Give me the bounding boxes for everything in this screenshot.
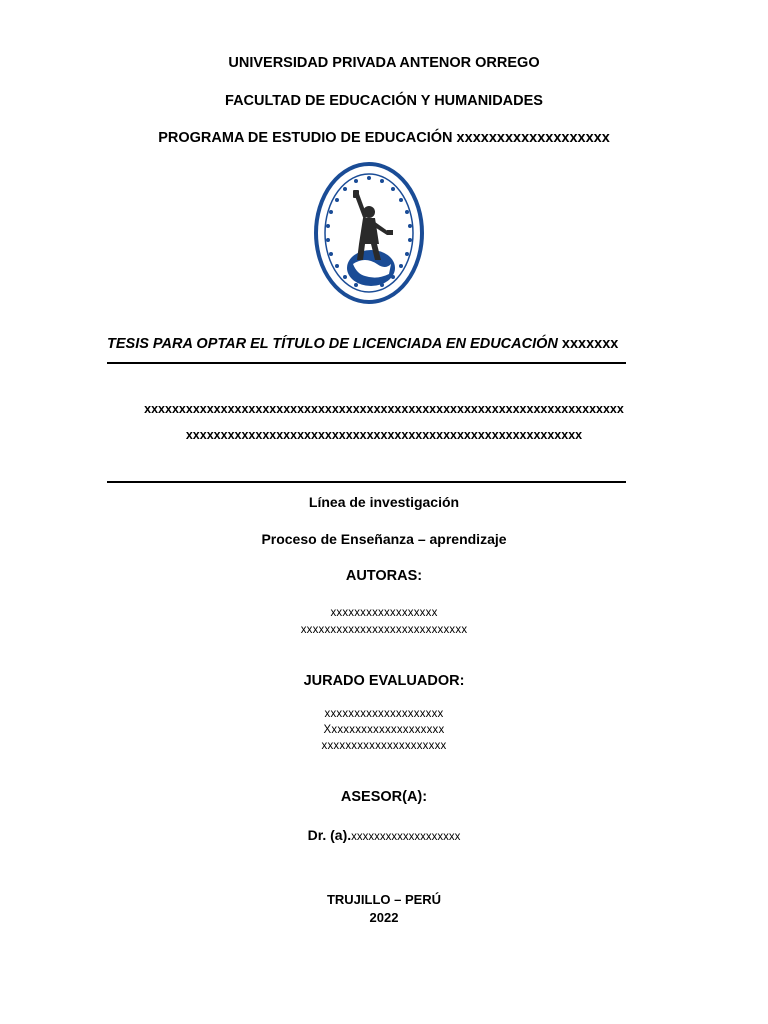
- year: 2022: [369, 910, 399, 925]
- university-seal-icon: [313, 160, 425, 306]
- authors-label: AUTORAS:: [345, 568, 423, 584]
- thesis-title: [107, 336, 618, 352]
- jury-member: xxxxxxxxxxxxxxxxxxxx: [324, 708, 444, 720]
- advisor-title: Dr. (a).: [307, 827, 352, 843]
- program-name: PROGRAMA DE ESTUDIO DE EDUCACIÓN xxxxxxxxxxxxxxxxxxx: [158, 130, 610, 146]
- thesis-placeholder-2: xxxxxxxxxxxxxxxxxxxxxxxxxxxxxxxxxxxxxxxxxxxxxxxxxxxxxxxxx: [185, 428, 583, 442]
- advisor-name: [0, 827, 768, 843]
- research-line-value: Proceso de Enseñanza – aprendizaje: [261, 531, 507, 547]
- advisor-label: ASESOR(A):: [340, 789, 428, 805]
- divider-top: [107, 362, 626, 364]
- research-line-label: Línea de investigación: [308, 494, 460, 510]
- city-country: TRUJILLO – PERÚ: [326, 892, 442, 907]
- jury-member: xxxxxxxxxxxxxxxxxxxxx: [321, 740, 447, 752]
- university-name: UNIVERSIDAD PRIVADA ANTENOR ORREGO: [228, 55, 540, 71]
- jury-label: JURADO EVALUADOR:: [303, 673, 465, 689]
- advisor-name-text: xxxxxxxxxxxxxxxxxxx: [351, 831, 461, 843]
- thesis-title-suffix: xxxxxxx: [557, 336, 619, 352]
- thesis-title-text: TESIS PARA OPTAR EL TÍTULO DE LICENCIADA EN EDUCACIÓN: [107, 336, 558, 352]
- divider-bottom: [107, 481, 626, 483]
- author-name: xxxxxxxxxxxxxxxxxxxxxxxxxxxx: [300, 624, 468, 636]
- author-name: xxxxxxxxxxxxxxxxxx: [330, 607, 438, 619]
- thesis-placeholder-1: xxxxxxxxxxxxxxxxxxxxxxxxxxxxxxxxxxxxxxxxxxxxxxxxxxxxxxxxxxxxxxxxxxxxx: [144, 402, 624, 416]
- faculty-name: FACULTAD DE EDUCACIÓN Y HUMANIDADES: [225, 93, 543, 109]
- jury-member: Xxxxxxxxxxxxxxxxxxxx: [323, 724, 445, 736]
